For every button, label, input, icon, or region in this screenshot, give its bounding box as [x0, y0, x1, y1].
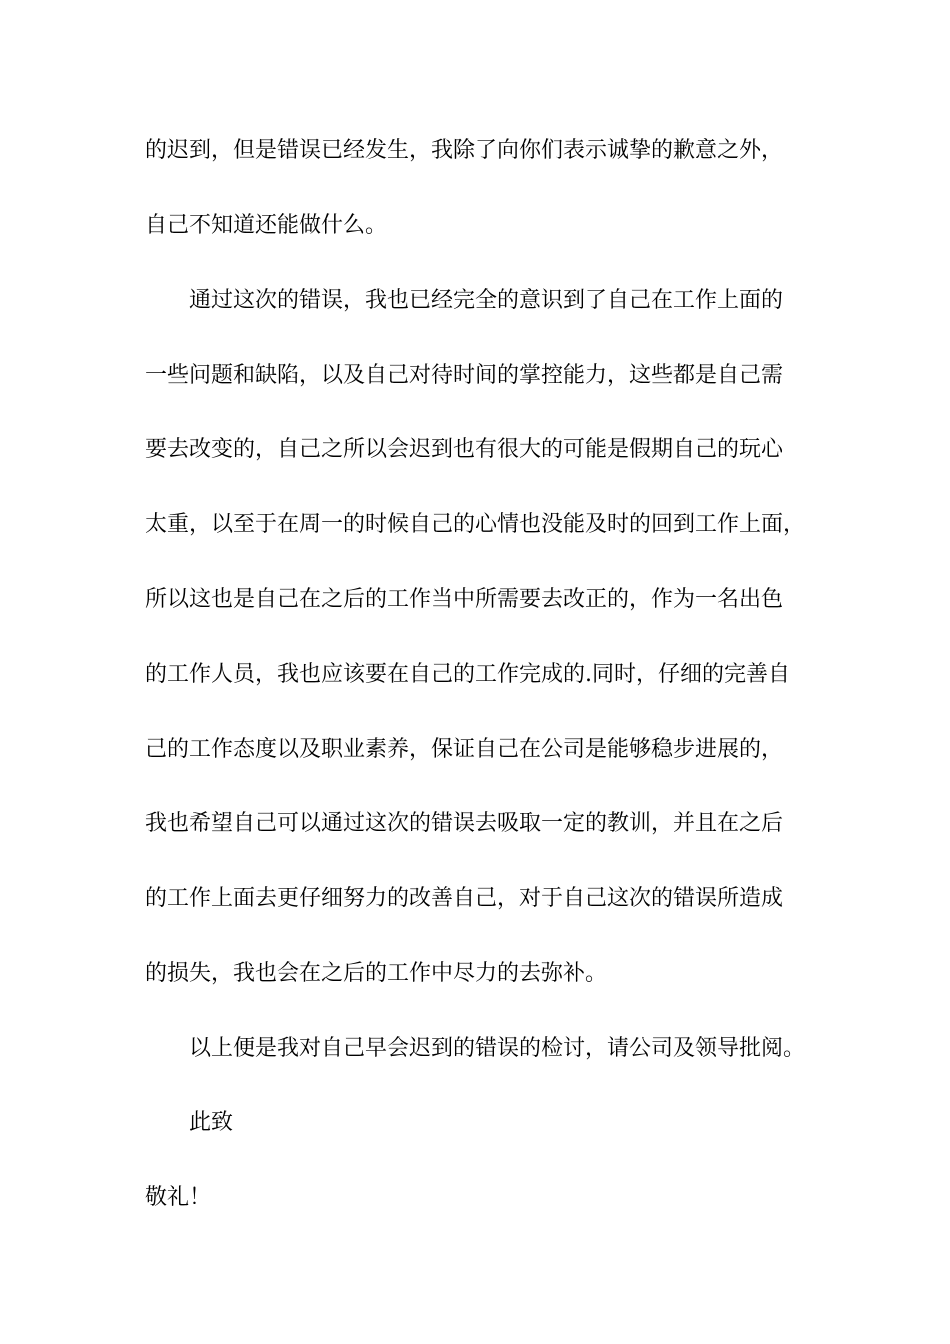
paragraph-start-line: 以上便是我对自己早会迟到的错误的检讨，请公司及领导批阅。 [189, 1036, 806, 1061]
text-line: 的工作上面去更仔细努力的改善自己，对于自己这次的错误所造成 [145, 886, 784, 911]
text-line: 己的工作态度以及职业素养，保证自己在公司是能够稳步进展的， [145, 737, 784, 762]
text-line: 自己不知道还能做什么。 [145, 213, 388, 238]
text-line: 要去改变的，自己之所以会迟到也有很大的可能是假期自己的玩心 [145, 437, 784, 462]
paragraph-start-line: 通过这次的错误，我也已经完全的意识到了自己在工作上面的 [189, 288, 784, 313]
text-line: 我也希望自己可以通过这次的错误去吸取一定的教训，并且在之后 [145, 811, 784, 836]
text-line: 太重，以至于在周一的时候自己的心情也没能及时的回到工作上面， [145, 512, 806, 537]
closing-salutation: 此致 [189, 1110, 234, 1135]
text-line: 的损失，我也会在之后的工作中尽力的去弥补。 [145, 961, 608, 986]
closing-regards: 敬礼！ [145, 1185, 212, 1210]
text-line: 的工作人员，我也应该要在自己的工作完成的.同时，仔细的完善自 [145, 662, 790, 687]
text-line: 的迟到，但是错误已经发生，我除了向你们表示诚挚的歉意之外， [145, 138, 784, 163]
text-line: 一些问题和缺陷，以及自己对待时间的掌控能力，这些都是自己需 [145, 363, 784, 388]
text-line: 所以这也是自己在之后的工作当中所需要去改正的，作为一名出色 [145, 587, 784, 612]
